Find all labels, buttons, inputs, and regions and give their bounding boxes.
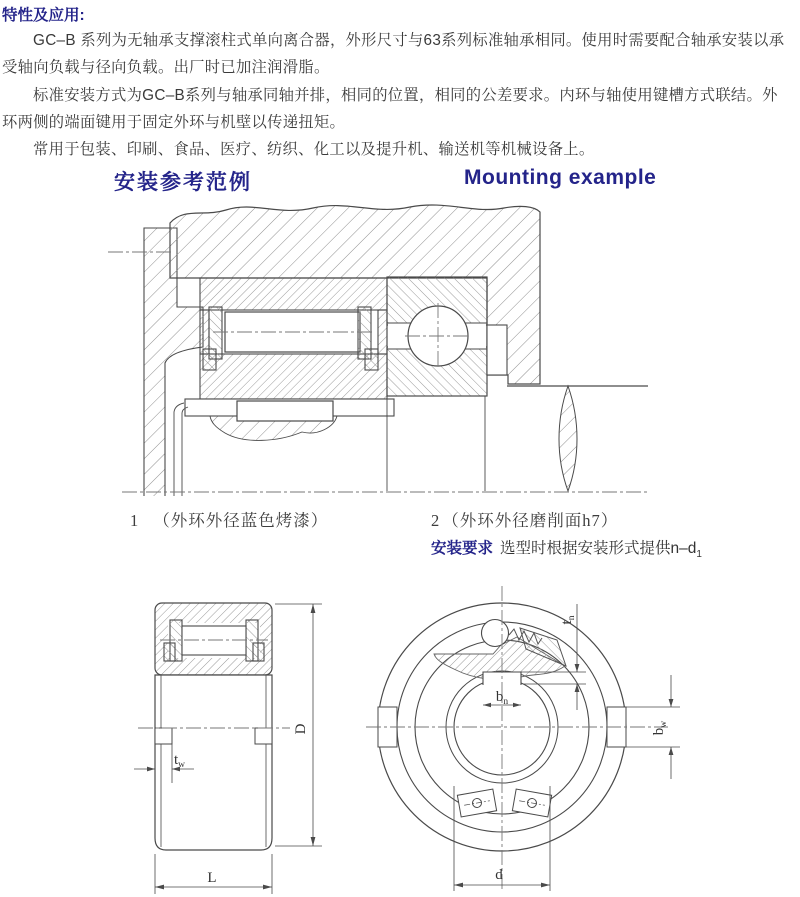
front-view-drawing	[368, 578, 713, 897]
caption-text: （外环外径蓝色烤漆）	[153, 511, 329, 530]
dim-label-d: d	[495, 867, 503, 883]
dim-label-L: L	[207, 870, 217, 886]
key-block	[237, 401, 333, 421]
requirement-subscript: 1	[696, 549, 702, 561]
clutch-inner-ring-section	[200, 354, 387, 399]
dim-label-bn: $b_n$	[495, 689, 509, 707]
end-face-key-right	[255, 728, 272, 744]
section-title-zh: 安装参考范例	[114, 171, 252, 194]
clutch-roller-front	[482, 620, 509, 647]
page-heading: 特性及应用:	[2, 7, 85, 24]
intro-paragraphs	[0, 27, 800, 163]
dim-arrows	[454, 664, 673, 887]
section-title-en: Mounting example	[464, 166, 657, 189]
side-section-drawing	[100, 583, 330, 897]
dim-label-tw: $t_w$	[174, 752, 186, 770]
mounting-example-drawing	[108, 199, 653, 506]
caption-text: （外环外径磨削面h7）	[442, 511, 619, 530]
requirement-text: 选型时根据安装形式提供n–d	[500, 540, 697, 557]
intro-line: 标准安装方式为GC–B系列与轴承同轴并排，相同的位置，相同的公差要求。内环与轴使用键槽方式联结。外	[33, 86, 778, 104]
figure-caption-1	[130, 507, 328, 531]
clutch-outer-ring-section	[200, 278, 387, 310]
spacer-ring	[487, 325, 507, 375]
roller	[182, 626, 246, 655]
requirement-label: 安装要求	[431, 540, 494, 557]
intro-line: 受轴向负载与径向负载。出厂时已加注润滑脂。	[2, 59, 330, 77]
mounting-requirement	[431, 536, 702, 560]
dim-label-bw: $b_w$	[651, 720, 669, 736]
intro-line: 环两侧的端面键用于固定外环与机壁以传递扭矩。	[2, 113, 346, 131]
dim-lines	[454, 604, 680, 891]
caption-number: 2	[431, 511, 441, 530]
clutch-body	[155, 675, 272, 850]
caption-number: 1	[130, 511, 140, 530]
shaft-broken-section	[559, 386, 577, 491]
end-face-key-left	[155, 728, 172, 744]
figure-caption-2	[431, 507, 618, 531]
intro-line: 常用于包装、印刷、食品、医疗、纺织、化工以及提升机、输送机等机械设备上。	[33, 141, 595, 159]
dim-label-tn: $t_n$	[559, 615, 577, 625]
intro-line: GC–B 系列为无轴承支撑滚柱式单向离合器，外形尺寸与63系列标准轴承相同。使用时需要配合轴承安装以承	[33, 32, 785, 49]
dim-label-D: D	[293, 723, 309, 735]
